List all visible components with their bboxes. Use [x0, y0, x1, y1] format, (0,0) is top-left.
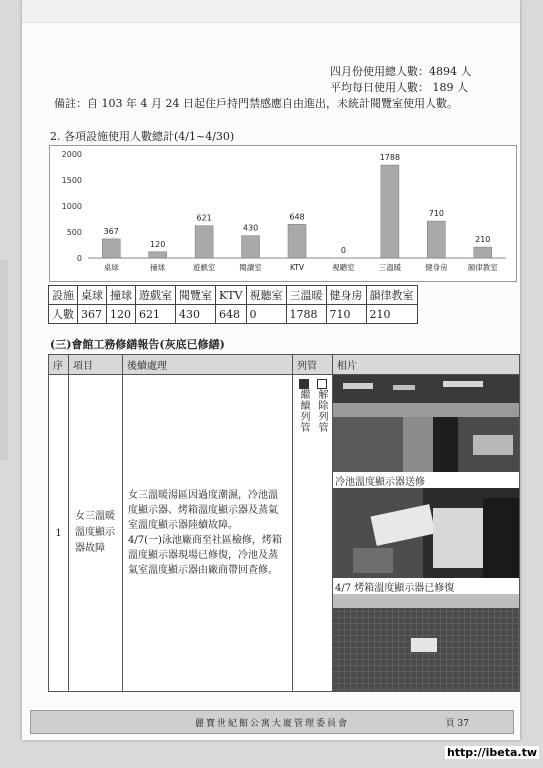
repair-row: [49, 375, 520, 692]
usage-cell: 健身房: [326, 286, 366, 305]
bar-2: [195, 226, 213, 258]
x-tick-label: 遊戲室: [192, 263, 216, 272]
bar-7: [427, 221, 445, 258]
y-tick-label: 0: [76, 254, 82, 263]
header-action: 後續處理: [123, 355, 293, 375]
status-continue-label: 繼續列管: [298, 389, 309, 433]
usage-bar-chart: [49, 145, 517, 282]
status-release: [314, 379, 329, 433]
x-tick-label: KTV: [289, 263, 305, 272]
usage-cell: 710: [326, 305, 366, 324]
repair-row-status: [293, 375, 333, 692]
repair-row-number: 1: [49, 375, 69, 692]
status-continue: [296, 379, 311, 433]
bar-value-label: 120: [150, 239, 166, 249]
photo-caption-2: 4/7 烤箱溫度顯示器已修復: [333, 578, 519, 594]
usage-cell: 桌球: [78, 286, 107, 305]
footer-page-number: 頁 37: [445, 719, 469, 729]
usage-cell: 撞球: [107, 286, 136, 305]
usage-cell: 367: [78, 305, 107, 324]
usage-cell: 人數: [49, 305, 78, 324]
document-page: [22, 0, 520, 740]
page-edge-shadow: [0, 260, 8, 460]
header-photos: 相片: [333, 355, 520, 375]
usage-cell: 三溫暖: [286, 286, 326, 305]
bar-value-label: 1788: [379, 153, 401, 163]
bar-value-label: 430: [242, 223, 259, 233]
repair-row-item: 女三溫暖溫度顯示器故障: [69, 375, 123, 692]
x-tick-label: 視聽室: [332, 263, 355, 272]
x-tick-label: 桌球: [103, 263, 119, 272]
y-tick-label: 500: [66, 228, 82, 237]
photo-image: [333, 375, 519, 472]
usage-table-facility-row: [49, 286, 418, 305]
header-item: 項目: [69, 355, 123, 375]
usage-cell: 閱覽室: [176, 286, 216, 305]
empty-checkbox-icon: [317, 379, 327, 389]
action-paragraph-1: 女三溫暖湯區因過度潮濕，冷池溫度顯示器、烤箱溫度顯示器及蒸氣室溫度顯示器陸續故障。: [128, 490, 278, 531]
usage-cell: 648: [216, 305, 247, 324]
bar-3: [242, 236, 260, 258]
x-tick-label: 閱讀室: [239, 263, 262, 272]
bar-value-label: 367: [103, 226, 119, 236]
usage-cell: 韻律教室: [366, 286, 417, 305]
section-3-title: (三)會館工務修繕報告(灰底已修繕): [50, 338, 225, 351]
usage-cell: 120: [107, 305, 136, 324]
usage-cell: 遊戲室: [136, 286, 176, 305]
bar-8: [474, 247, 492, 258]
y-tick-label: 1500: [61, 176, 82, 185]
daily-average: 平均每日使用人數： 189 人: [330, 81, 468, 94]
section-2-title: 2. 各項設施使用人數總計(4/1~4/30): [50, 130, 235, 143]
bar-value-label: 210: [475, 235, 491, 245]
x-tick-label: 三溫暖: [378, 263, 402, 272]
usage-cell: 設施: [49, 286, 78, 305]
photo-sauna-display: [333, 488, 519, 578]
usage-table-count-row: [49, 305, 418, 324]
photo-image: [333, 488, 519, 578]
usage-cell: 1788: [286, 305, 326, 324]
x-tick-label: 韻律教室: [467, 263, 498, 272]
bar-value-label: 621: [196, 213, 212, 223]
repair-table-header: [49, 355, 520, 375]
repair-row-action: [123, 375, 293, 692]
repair-row-photos: [333, 375, 520, 692]
header-status: 列管: [293, 355, 333, 375]
monthly-total: 四月份使用總人數：4894 人: [330, 65, 472, 78]
bar-value-label: 710: [428, 209, 444, 219]
footer-organization: 麗寶世紀館公寓大廈管理委員會: [194, 719, 349, 729]
page-footer: [30, 710, 514, 734]
bar-value-label: 648: [289, 212, 305, 222]
bar-value-label: 0: [340, 246, 346, 255]
usage-table: [48, 285, 418, 324]
usage-cell: 210: [366, 305, 417, 324]
photo-caption-1: 冷池溫度顯示器送修: [333, 472, 519, 488]
header-no: 序: [49, 355, 69, 375]
bar-1: [149, 252, 167, 258]
bar-4: [288, 224, 306, 258]
bar-6: [381, 165, 399, 258]
x-tick-label: 健身房: [425, 263, 448, 272]
bar-0: [102, 239, 120, 258]
filled-checkbox-icon: [299, 379, 309, 389]
photo-image: [333, 594, 519, 691]
action-paragraph-2: 4/7(一)泳池廠商至社區檢修，烤箱溫度顯示器現場已修復，冷池及蒸氣室溫度顯示器由廠商帶回查修。: [128, 535, 282, 576]
usage-cell: 視聽室: [246, 286, 286, 305]
chart-canvas: [50, 146, 516, 281]
usage-cell: 0: [246, 305, 286, 324]
usage-cell: KTV: [216, 286, 247, 305]
page-top-edge: [22, 0, 520, 23]
x-tick-label: 撞球: [150, 263, 166, 272]
photo-cold-pool-display: [333, 375, 519, 472]
y-tick-label: 2000: [61, 150, 82, 159]
repair-table: [48, 354, 520, 692]
note-text: 備註：自 103 年 4 月 24 日起住戶持門禁感應自由進出，未統計閱覽室使用人數。: [54, 97, 458, 110]
usage-cell: 430: [176, 305, 216, 324]
usage-cell: 621: [136, 305, 176, 324]
site-watermark: http://ibeta.tw: [446, 746, 537, 759]
photo-tile-wall: [333, 594, 519, 691]
status-release-label: 解除列管: [316, 389, 327, 433]
y-tick-label: 1000: [61, 202, 82, 211]
